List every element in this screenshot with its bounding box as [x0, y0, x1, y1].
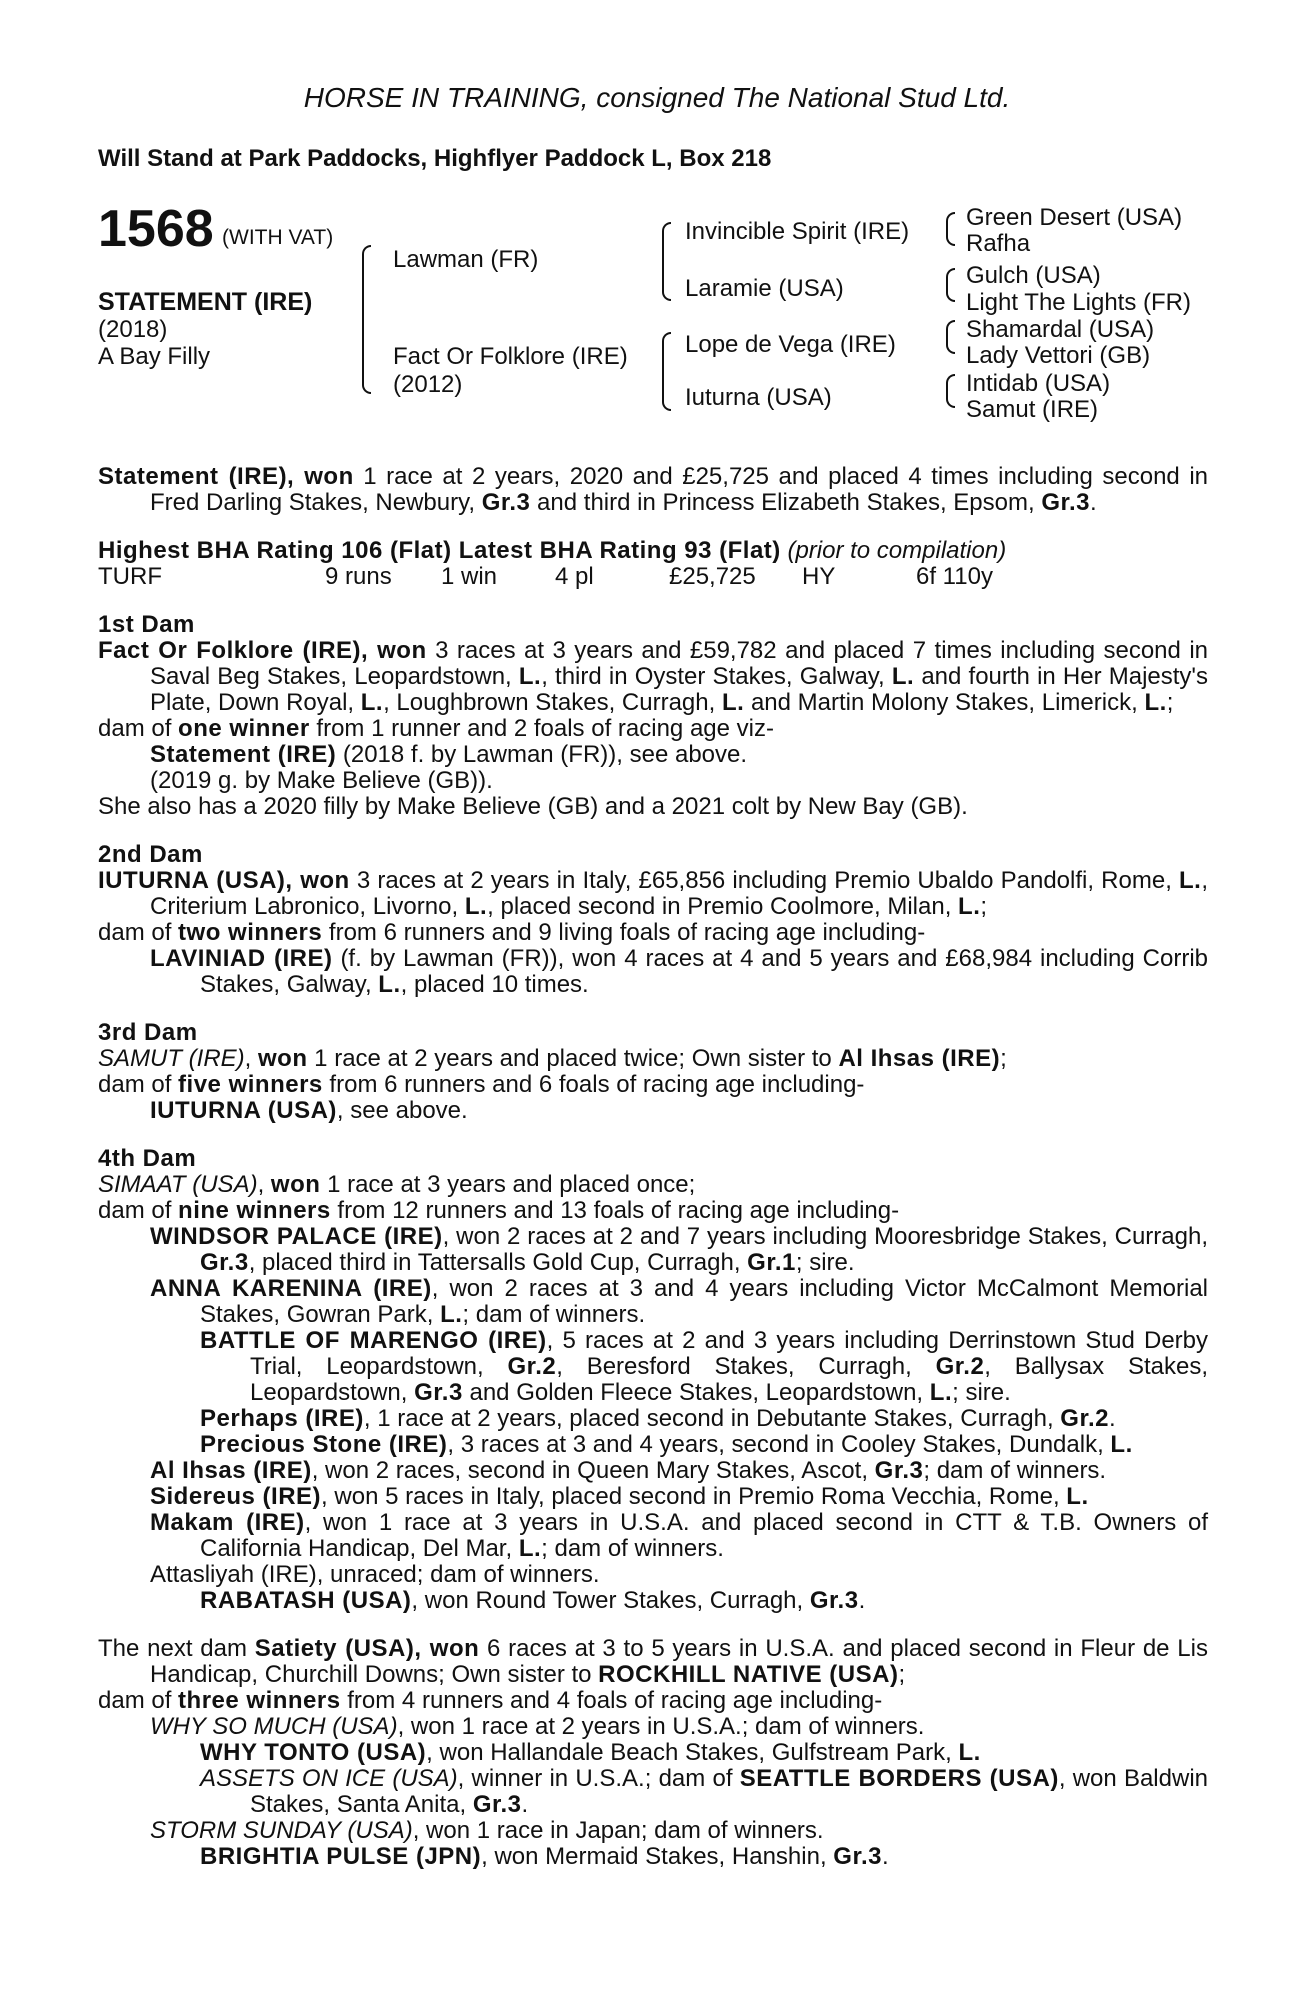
text: , Criterium Labronico, Livorno,: [150, 867, 1209, 920]
dam-name: IUTURNA (USA), won: [98, 867, 350, 894]
grade: Gr.3: [874, 1457, 924, 1484]
listed: L.: [958, 893, 981, 920]
text: , won Round Tower Stakes, Curragh,: [411, 1587, 810, 1614]
punctuation: ,: [244, 1045, 259, 1072]
pedigree-g3-6: Lady Vettori (GB): [966, 342, 1151, 369]
record-runs: 9 runs: [325, 563, 392, 590]
grade: Gr.2: [935, 1353, 985, 1380]
text: , won Hallandale Beach Stakes, Gulfstream Park,: [426, 1739, 959, 1766]
text: , won 1 race in Japan; dam of winners.: [412, 1817, 824, 1844]
text: ; dam of winners.: [462, 1301, 646, 1328]
text: from 6 runners and 9 living foals of racing age including-: [322, 919, 926, 946]
page-header: HORSE IN TRAINING, consigned The National Stud Ltd.: [303, 82, 1011, 113]
rating-bold: Highest BHA Rating 106 (Flat) Latest BHA Rating 93 (Flat): [98, 537, 781, 564]
progeny-name: BATTLE OF MARENGO (IRE): [200, 1327, 547, 1354]
listed: L.: [721, 689, 745, 716]
rating-note: (prior to compilation): [787, 537, 1007, 564]
listed: L.: [1144, 689, 1167, 716]
progeny-line: [98, 1818, 1208, 1844]
text: ; sire.: [952, 1379, 1011, 1406]
progeny-line: [98, 1328, 1208, 1406]
grade: Gr.3: [472, 1791, 522, 1818]
progeny-line: [98, 1740, 1208, 1766]
won-label: won: [270, 1171, 321, 1198]
progeny-name: WINDSOR PALACE (IRE): [150, 1223, 443, 1250]
progeny-name: ANNA KARENINA (IRE): [150, 1275, 432, 1302]
listed: L.: [1066, 1483, 1089, 1510]
progeny-line: [98, 1224, 1208, 1276]
text: 3 races at 3 years and £59,782 and placed 7 times including second in Saval Beg Stakes, Leopardstown,: [150, 637, 1208, 690]
text: dam of: [98, 1687, 179, 1714]
pedigree-brace: [946, 212, 955, 246]
pedigree-brace: [946, 374, 955, 408]
progeny-name: Makam (IRE): [150, 1509, 305, 1536]
text: 6 races at 3 to 5 years in U.S.A. and placed second in Fleur de Lis Handicap, Churchill Downs; Own sister to: [150, 1635, 1208, 1688]
text: , Beresford Stakes, Curragh,: [556, 1353, 936, 1380]
horse-description: A Bay Filly: [98, 343, 211, 370]
punctuation: ;: [1000, 1045, 1007, 1072]
text: , 1 race at 2 years, placed second in Debutante Stakes, Curragh,: [363, 1405, 1061, 1432]
progeny-line: [98, 1714, 1208, 1740]
dam-paragraph: [98, 1636, 1208, 1688]
text: , won 2 races, second in Queen Mary Stakes, Ascot,: [311, 1457, 875, 1484]
listed: L.: [518, 663, 542, 690]
text: and fourth in Her Majesty's Plate, Down Royal,: [150, 663, 1209, 716]
grade: Gr.2: [1060, 1405, 1109, 1432]
pedigree-dam-dam: Iuturna (USA): [685, 384, 832, 411]
text: , won 2 races at 2 and 7 years including Mooresbridge Stakes, Curragh,: [442, 1223, 1209, 1250]
progeny-line: Attasliyah (IRE), unraced; dam of winners.: [150, 1561, 600, 1588]
pedigree-dam: Fact Or Folklore (IRE): [393, 343, 628, 370]
progeny-name: Perhaps (IRE): [200, 1405, 364, 1432]
pedigree-dam-year: (2012): [393, 371, 463, 398]
vat-label: (WITH VAT): [222, 226, 334, 249]
progeny-line: [98, 1766, 1208, 1818]
text: dam of: [98, 1071, 179, 1098]
progeny-line: [98, 1276, 1208, 1328]
progeny-name: Statement (IRE): [150, 741, 337, 768]
stand-location: Will Stand at Park Paddocks, Highflyer Paddock L, Box 218: [98, 145, 772, 172]
listed: L.: [929, 1379, 953, 1406]
progeny-line: (2019 g. by Make Believe (GB)).: [150, 767, 493, 794]
summary-text: 1 race at 2 years, 2020 and £25,725 and placed 4 times including second in Fred Darling Stakes, Newbury,: [150, 463, 1208, 516]
dam-heading: 1st Dam: [98, 611, 195, 638]
pedigree-g3-7: Intidab (USA): [966, 370, 1111, 397]
text: dam of: [98, 715, 179, 742]
text: , third in Oyster Stakes, Galway,: [541, 663, 892, 690]
text: , won 2 races at 3 and 4 years including Victor McCalmont Memorial Stakes, Gowran Park,: [200, 1275, 1208, 1328]
listed: L.: [518, 1535, 542, 1562]
listed: L.: [440, 1301, 463, 1328]
progeny-line: [98, 946, 1208, 998]
text: ; dam of winners.: [923, 1457, 1107, 1484]
text: dam of: [98, 919, 179, 946]
dam-heading: 3rd Dam: [98, 1019, 198, 1046]
winner-count: three winners: [178, 1687, 341, 1714]
listed: L.: [1110, 1431, 1133, 1458]
pedigree-g3-1: Green Desert (USA): [966, 204, 1183, 231]
text: (2018 f. by Lawman (FR)), see above.: [336, 741, 748, 768]
text: , 5 races at 2 and 3 years including Derrinstown Stud Derby Trial, Leopardstown,: [250, 1327, 1209, 1380]
record-surface: TURF: [98, 563, 162, 590]
dam-paragraph: [98, 1046, 1208, 1072]
dam-name: Fact Or Folklore (IRE), won: [98, 637, 427, 664]
progeny-name: BRIGHTIA PULSE (JPN): [200, 1843, 482, 1870]
text: and Martin Molony Stakes, Limerick,: [744, 689, 1145, 716]
dam-of-line: [98, 920, 1208, 946]
text: .: [881, 1843, 889, 1870]
winner-count: two winners: [178, 919, 323, 946]
text: .: [1108, 1405, 1116, 1432]
rating-line: [98, 538, 1208, 564]
grade: Gr.1: [747, 1249, 796, 1276]
progeny-name: ASSETS ON ICE (USA): [200, 1765, 458, 1792]
listed: L.: [1179, 867, 1202, 894]
text: , won 1 race at 2 years in U.S.A.; dam of winners.: [397, 1713, 925, 1740]
grade: Gr.3: [414, 1379, 463, 1406]
pedigree-g3-2: Rafha: [966, 230, 1031, 257]
text: 3 races at 2 years in Italy, £65,856 including Premio Ubaldo Pandolfi, Rome,: [349, 867, 1180, 894]
sister-name: ROCKHILL NATIVE (USA): [598, 1661, 899, 1688]
punctuation: ;: [1166, 689, 1174, 716]
horse-year: (2018): [98, 316, 168, 343]
dam-of-line: [98, 1688, 1208, 1714]
text: 1 race at 3 years and placed once;: [320, 1171, 696, 1198]
record-wins: 1 win: [441, 563, 498, 590]
progeny-line: [98, 1484, 1208, 1510]
horse-name: STATEMENT (IRE): [98, 288, 313, 316]
won-label: won: [258, 1045, 308, 1072]
text: (f. by Lawman (FR)), won 4 races at 4 and 5 years and £68,984 including Corrib Stakes, Galway,: [200, 945, 1209, 998]
text: , won Mermaid Stakes, Hanshin,: [481, 1843, 834, 1870]
dam-of-line: [98, 1072, 1208, 1098]
progeny-name: WHY SO MUCH (USA): [150, 1713, 398, 1740]
catalogue-body: [98, 464, 1208, 1870]
text: , Loughbrown Stakes, Curragh,: [383, 689, 722, 716]
text: and Golden Fleece Stakes, Leopardstown,: [462, 1379, 930, 1406]
race-record-row: [98, 564, 1208, 590]
text: .: [521, 1791, 529, 1818]
progeny-line: [98, 1510, 1208, 1562]
listed: L.: [360, 689, 384, 716]
text: ; sire.: [795, 1249, 855, 1276]
punctuation: ;: [898, 1661, 906, 1688]
record-distance: 6f 110y: [916, 563, 993, 590]
text: , placed 10 times.: [400, 971, 589, 998]
grade: Gr.2: [507, 1353, 557, 1380]
grade: Gr.3: [200, 1249, 249, 1276]
text: from 4 runners and 4 foals of racing age including-: [340, 1687, 883, 1714]
grade: Gr.3: [833, 1843, 882, 1870]
winner-count: five winners: [178, 1071, 323, 1098]
pedigree-g3-5: Shamardal (USA): [966, 316, 1155, 343]
progeny-line: [98, 1406, 1208, 1432]
progeny-line: [98, 1588, 1208, 1614]
dam-heading: 4th Dam: [98, 1145, 197, 1172]
pedigree-sire-sire: Invincible Spirit (IRE): [685, 218, 910, 245]
pedigree-brace: [946, 268, 955, 302]
progeny-line: [98, 1098, 1208, 1124]
dam-heading: 2nd Dam: [98, 841, 203, 868]
grade: Gr.3: [809, 1587, 859, 1614]
progeny-name: SEATTLE BORDERS (USA): [739, 1765, 1059, 1792]
record-earnings: £25,725: [669, 563, 756, 590]
text: , won 1 race at 3 years in U.S.A. and placed second in CTT & T.B. Owners of California Handicap, Del Mar,: [200, 1509, 1208, 1562]
progeny-name: LAVINIAD (IRE): [150, 945, 333, 972]
text: 1 race at 2 years and placed twice; Own sister to: [307, 1045, 839, 1072]
progeny-name: IUTURNA (USA): [150, 1097, 337, 1124]
dam-paragraph: [98, 868, 1208, 920]
pedigree-g3-4: Light The Lights (FR): [966, 289, 1191, 316]
dam-name: SIMAAT (USA): [98, 1171, 258, 1198]
dam-paragraph: [98, 1172, 1208, 1198]
punctuation: ,: [257, 1171, 271, 1198]
text: dam of: [98, 1197, 179, 1224]
dam-paragraph: [98, 638, 1208, 716]
progeny-line: [98, 1458, 1208, 1484]
progeny-line: [98, 742, 1208, 768]
record-hy: HY: [802, 563, 836, 590]
pedigree-brace: [662, 222, 671, 301]
pedigree-g3-8: Samut (IRE): [966, 396, 1099, 423]
text: , see above.: [336, 1097, 468, 1124]
sister-name: Al Ihsas (IRE): [838, 1045, 1001, 1072]
progeny-name: Al Ihsas (IRE): [150, 1457, 312, 1484]
pedigree-sire: Lawman (FR): [393, 246, 539, 273]
listed: L.: [464, 893, 488, 920]
pedigree-brace: [662, 332, 671, 411]
text: , placed second in Premio Coolmore, Milan,: [487, 893, 959, 920]
progeny-line: [98, 1432, 1208, 1458]
punctuation: ;: [980, 893, 988, 920]
pedigree-dam-sire: Lope de Vega (IRE): [685, 331, 896, 358]
progeny-name: Sidereus (IRE): [150, 1483, 322, 1510]
text: , won 5 races in Italy, placed second in Premio Roma Vecchia, Rome,: [321, 1483, 1067, 1510]
progeny-name: STORM SUNDAY (USA): [150, 1817, 413, 1844]
text: .: [858, 1587, 866, 1614]
winner-count: one winner: [178, 715, 310, 742]
text: The next dam: [98, 1635, 255, 1662]
summary-horse: Statement (IRE), won: [98, 463, 354, 490]
text: from 6 runners and 6 foals of racing age including-: [322, 1071, 865, 1098]
dam-of-line: [98, 716, 1208, 742]
text: from 12 runners and 13 foals of racing age including-: [330, 1197, 900, 1224]
progeny-name: RABATASH (USA): [200, 1587, 412, 1614]
progeny-name: WHY TONTO (USA): [200, 1739, 427, 1766]
record-placed: 4 pl: [555, 563, 594, 590]
text: from 1 runner and 2 foals of racing age viz-: [309, 715, 774, 742]
progeny-line: [98, 1844, 1208, 1870]
listed: L.: [378, 971, 401, 998]
text: ; dam of winners.: [541, 1535, 724, 1562]
text: , winner in U.S.A.; dam of: [457, 1765, 740, 1792]
punctuation: .: [1090, 489, 1097, 516]
dam-name: Satiety (USA), won: [254, 1635, 480, 1662]
text: , placed third in Tattersalls Gold Cup, Curragh,: [248, 1249, 748, 1276]
pedigree-brace: [362, 245, 371, 394]
progeny-name: Precious Stone (IRE): [200, 1431, 448, 1458]
text: , won Baldwin Stakes, Santa Anita,: [250, 1765, 1209, 1818]
winner-count: nine winners: [178, 1197, 331, 1224]
lot-number: 1568: [98, 200, 214, 258]
pedigree-g3-3: Gulch (USA): [966, 262, 1101, 289]
dam-name: SAMUT (IRE): [98, 1045, 245, 1072]
text: , Ballysax Stakes, Leopardstown,: [250, 1353, 1208, 1406]
listed: L.: [958, 1739, 981, 1766]
listed: L.: [891, 663, 915, 690]
pedigree-sire-dam: Laramie (USA): [685, 275, 844, 302]
summary-text: and third in Princess Elizabeth Stakes, Epsom,: [530, 489, 1042, 516]
text: , 3 races at 3 and 4 years, second in Cooley Stakes, Dundalk,: [447, 1431, 1111, 1458]
summary-paragraph: [98, 464, 1208, 516]
grade: Gr.3: [1041, 489, 1091, 516]
grade: Gr.3: [481, 489, 531, 516]
pedigree-brace: [946, 320, 955, 354]
dam-of-line: [98, 1198, 1208, 1224]
additional-foals: She also has a 2020 filly by Make Believe (GB) and a 2021 colt by New Bay (GB).: [98, 793, 968, 820]
